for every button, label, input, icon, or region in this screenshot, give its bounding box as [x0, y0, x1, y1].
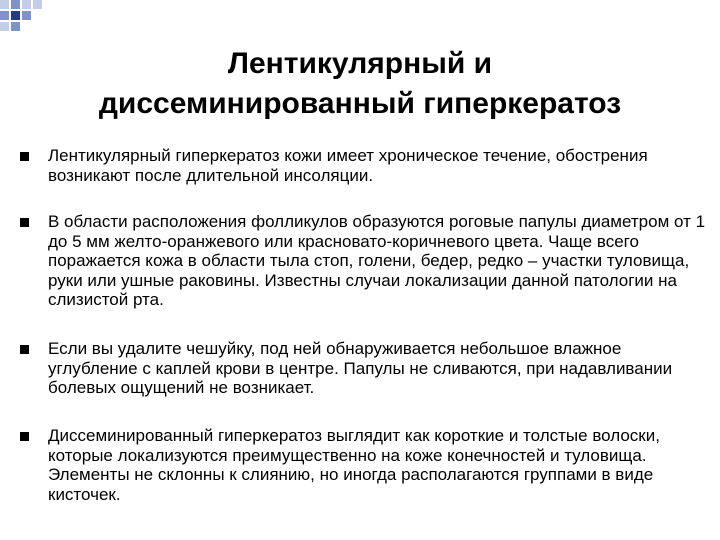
square-bullet-icon	[20, 345, 29, 354]
slide-title-line-1: Лентикулярный и	[227, 47, 493, 80]
bullet-text: В области расположения фолликулов образуются роговые папулы диаметром от 1 до 5 мм желто-оранжевого или красновато-коричневого цвета. Чаще всего поражается кожа в области тыла стоп, голени, бедер, редко – участки туловища, руки или ушные раковины. Известны случаи локализации данной патологии на слизистой рта.	[48, 212, 706, 309]
bullet-item-4	[20, 426, 710, 504]
slide-title-line-2: диссеминированный гиперкератоз	[98, 87, 622, 120]
bullet-item-1	[20, 146, 710, 185]
bullet-item-2	[20, 212, 710, 310]
square-bullet-icon	[20, 432, 29, 441]
bullet-text: Диссеминированный гиперкератоз выглядит как короткие и толстые волоски, которые локализуются преимущественно на коже конечностей и туловища. Элементы не склонны к слиянию, но иногда располагаются группами в виде кисточек.	[48, 426, 660, 504]
corner-squares-decoration	[0, 0, 60, 40]
slide-title	[40, 44, 680, 124]
bullet-text: Если вы удалите чешуйку, под ней обнаруживается небольшое влажное углубление с каплей крови в центре. Папулы не сливаются, при надавливании болевых ощущений не возникает.	[48, 339, 673, 397]
square-bullet-icon	[20, 152, 29, 161]
bullet-text: Лентикулярный гиперкератоз кожи имеет хроническое течение, обострения возникают после длительной инсоляции.	[48, 146, 648, 185]
square-bullet-icon	[20, 218, 29, 227]
bullet-item-3	[20, 339, 710, 398]
